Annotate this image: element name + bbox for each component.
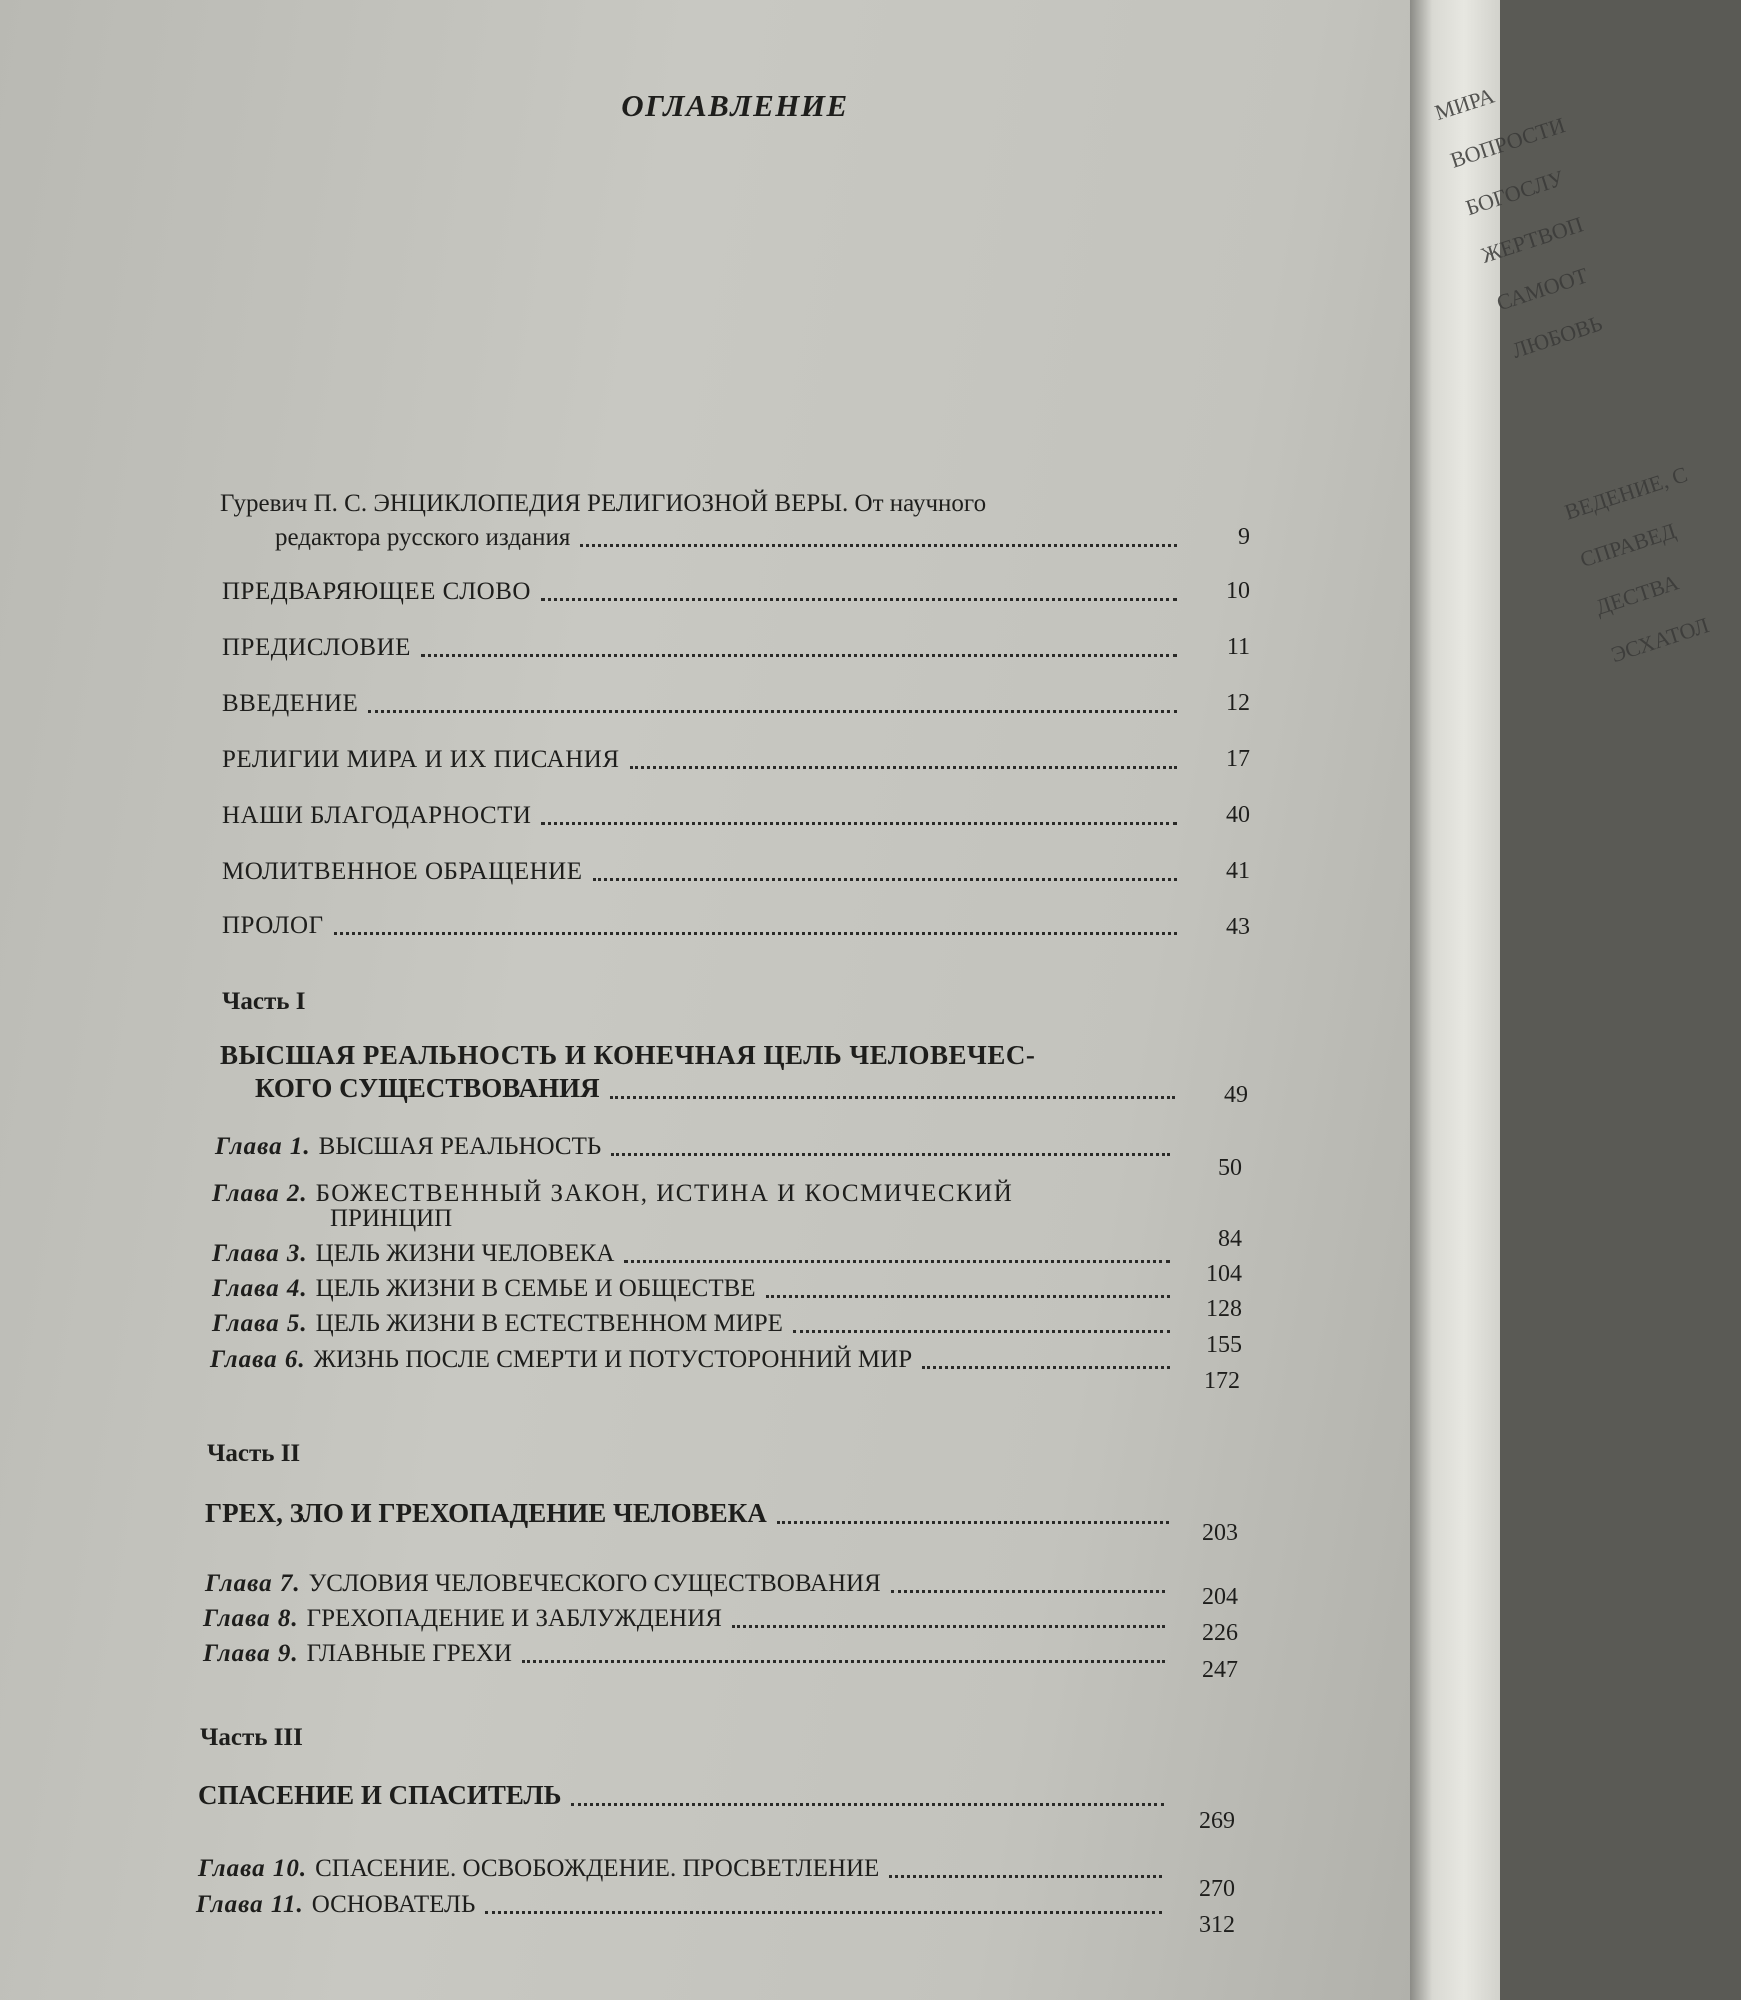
facing-fragment: ВЕДЕНИЕ, С — [1561, 461, 1691, 525]
toc-entry-prologue — [222, 912, 1185, 940]
leader-dots — [571, 1803, 1164, 1806]
chapter-title: ПРИНЦИП — [330, 1205, 453, 1232]
chapter-label: Глава 6. — [210, 1346, 306, 1373]
toc-page-number: 12 — [1226, 690, 1250, 716]
toc-page-number: 49 — [1224, 1082, 1248, 1108]
leader-dots — [421, 654, 1177, 657]
chapter-title: ОСНОВАТЕЛЬ — [311, 1891, 476, 1918]
leader-dots — [889, 1875, 1162, 1878]
leader-dots — [777, 1521, 1169, 1524]
toc-page-number: 269 — [1199, 1808, 1235, 1834]
toc-entry-foreword-line1: Гуревич П. С. ЭНЦИКЛОПЕДИЯ РЕЛИГИОЗНОЙ ВЕРЫ. От научного — [220, 490, 987, 517]
toc-page-number: 43 — [1226, 914, 1250, 940]
page-title: ОГЛАВЛЕНИЕ — [621, 88, 849, 123]
part-label: Часть II — [207, 1440, 301, 1467]
chapter-5 — [212, 1310, 1178, 1338]
leader-dots — [334, 932, 1177, 935]
chapter-label: Глава 8. — [203, 1605, 299, 1632]
chapter-label: Глава 5. — [212, 1310, 308, 1337]
part-title — [255, 1073, 1183, 1104]
chapter-11 — [196, 1891, 1170, 1919]
leader-dots — [891, 1590, 1165, 1593]
toc-page-number: 9 — [1238, 524, 1250, 550]
toc-entry-foreword — [275, 524, 1185, 552]
chapter-6 — [210, 1346, 1178, 1374]
chapter-title: ГРЕХОПАДЕНИЕ И ЗАБЛУЖДЕНИЯ — [306, 1605, 722, 1632]
toc-entry-text: ПРОЛОГ — [222, 912, 324, 939]
leader-dots — [630, 766, 1178, 769]
toc-page-number: 17 — [1226, 746, 1250, 772]
facing-page-text — [1428, 68, 1712, 679]
toc-page-number: 41 — [1226, 858, 1250, 884]
facing-fragment: ЭСХАТОЛ — [1607, 612, 1712, 668]
chapter-title: ГЛАВНЫЕ ГРЕХИ — [306, 1640, 512, 1667]
leader-dots — [593, 878, 1178, 881]
chapter-title: ЦЕЛЬ ЖИЗНИ ЧЕЛОВЕКА — [315, 1240, 615, 1267]
part-label: Часть I — [222, 988, 306, 1015]
toc-entry-text: НАШИ БЛАГОДАРНОСТИ — [222, 802, 532, 829]
toc-entry-introduction — [222, 690, 1185, 718]
chapter-label: Глава 4. — [212, 1275, 308, 1302]
facing-fragment: МИРА — [1431, 82, 1498, 126]
leader-dots — [541, 598, 1177, 601]
chapter-title: ЦЕЛЬ ЖИЗНИ В СЕМЬЕ И ОБЩЕСТВЕ — [315, 1275, 756, 1302]
toc-entry-text: РЕЛИГИИ МИРА И ИХ ПИСАНИЯ — [222, 746, 620, 773]
chapter-title: ЦЕЛЬ ЖИЗНИ В ЕСТЕСТВЕННОМ МИРЕ — [315, 1310, 783, 1337]
chapter-title: СПАСЕНИЕ. ОСВОБОЖДЕНИЕ. ПРОСВЕТЛЕНИЕ — [315, 1855, 880, 1882]
chapter-8 — [203, 1605, 1173, 1633]
toc-page-number: 84 — [1218, 1226, 1242, 1252]
part-title-line1: ГРЕХ, ЗЛО И ГРЕХОПАДЕНИЕ ЧЕЛОВЕКА — [205, 1498, 767, 1528]
toc-page-number: 40 — [1226, 802, 1250, 828]
facing-fragment: ВОПРОСТИ — [1447, 112, 1569, 173]
part-title-line1: СПАСЕНИЕ И СПАСИТЕЛЬ — [198, 1780, 562, 1810]
part-title-line1: ВЫСШАЯ РЕАЛЬНОСТЬ И КОНЕЧНАЯ ЦЕЛЬ ЧЕЛОВЕЧЕС- — [220, 1040, 1036, 1070]
chapter-1 — [215, 1133, 1178, 1161]
toc-page-number: 247 — [1202, 1657, 1238, 1683]
chapter-10 — [198, 1855, 1170, 1883]
toc-entry-religions — [222, 746, 1185, 774]
toc-entry-prayer — [222, 858, 1185, 886]
chapter-label: Глава 11. — [196, 1891, 304, 1918]
toc-page-number: 270 — [1199, 1876, 1235, 1902]
chapter-label: Глава 2. — [212, 1180, 308, 1207]
chapter-title: ЖИЗНЬ ПОСЛЕ СМЕРТИ И ПОТУСТОРОННИЙ МИР — [313, 1346, 913, 1373]
leader-dots — [610, 1096, 1175, 1099]
toc-page-number: 226 — [1202, 1620, 1238, 1646]
toc-page-number: 155 — [1206, 1332, 1242, 1358]
chapter-label: Глава 10. — [198, 1855, 308, 1882]
toc-page-number: 10 — [1226, 578, 1250, 604]
part-label: Часть III — [200, 1724, 303, 1751]
leader-dots — [541, 822, 1177, 825]
toc-entry-text: ВВЕДЕНИЕ — [222, 690, 359, 717]
leader-dots — [624, 1260, 1170, 1263]
facing-fragment: ДЕСТВА — [1592, 569, 1682, 620]
part-title-line2: КОГО СУЩЕСТВОВАНИЯ — [255, 1073, 600, 1103]
facing-fragment: БОГОСЛУ — [1462, 165, 1567, 221]
chapter-label: Глава 3. — [212, 1240, 308, 1267]
chapter-4 — [212, 1275, 1178, 1303]
chapter-title: УСЛОВИЯ ЧЕЛОВЕЧЕСКОГО СУЩЕСТВОВАНИЯ — [308, 1570, 881, 1597]
chapter-9 — [203, 1640, 1173, 1668]
leader-dots — [766, 1295, 1170, 1298]
toc-page-number: 203 — [1202, 1520, 1238, 1546]
toc-entry-text: редактора русского издания — [275, 524, 571, 551]
chapter-label: Глава 7. — [205, 1570, 301, 1597]
leader-dots — [793, 1330, 1170, 1333]
part-title — [198, 1780, 1172, 1811]
toc-entry-preamble — [222, 578, 1185, 606]
leader-dots — [922, 1366, 1170, 1369]
leader-dots — [368, 710, 1177, 713]
chapter-2 — [212, 1180, 1178, 1208]
toc-entry-text: ПРЕДИСЛОВИЕ — [222, 634, 411, 661]
toc-page-number: 11 — [1226, 634, 1250, 660]
chapter-label: Глава 9. — [203, 1640, 299, 1667]
facing-fragment: ЛЮБОВЬ — [1508, 310, 1606, 363]
chapter-3 — [212, 1240, 1178, 1268]
facing-page-edge — [1410, 0, 1712, 2000]
chapter-title: БОЖЕСТВЕННЫЙ ЗАКОН, ИСТИНА И КОСМИЧЕСКИЙ — [315, 1180, 1014, 1207]
leader-dots — [611, 1153, 1170, 1156]
chapter-2-cont — [330, 1205, 1178, 1233]
toc-entry-preface — [222, 634, 1185, 662]
toc-page-number: 128 — [1206, 1296, 1242, 1322]
toc-entry-text: ПРЕДВАРЯЮЩЕЕ СЛОВО — [222, 578, 531, 605]
toc-page-number: 104 — [1206, 1261, 1242, 1287]
leader-dots — [580, 544, 1177, 547]
chapter-7 — [205, 1570, 1173, 1598]
facing-fragment: ЖЕРТВОП — [1478, 211, 1587, 268]
leader-dots — [485, 1911, 1162, 1914]
part-title — [205, 1498, 1177, 1529]
leader-dots — [732, 1625, 1165, 1628]
facing-fragment: СПРАВЕД — [1576, 517, 1679, 573]
chapter-title: ВЫСШАЯ РЕАЛЬНОСТЬ — [318, 1133, 602, 1160]
toc-page-number: 204 — [1202, 1584, 1238, 1610]
toc-page-number: 172 — [1204, 1368, 1240, 1394]
chapter-label: Глава 1. — [215, 1133, 311, 1160]
toc-entry-acknowledgements — [222, 802, 1185, 830]
toc-entry-text: МОЛИТВЕННОЕ ОБРАЩЕНИЕ — [222, 858, 583, 885]
facing-fragment: САМООТ — [1493, 262, 1591, 316]
toc-page-number: 312 — [1199, 1912, 1235, 1938]
toc-page-number: 50 — [1218, 1155, 1242, 1181]
leader-dots — [522, 1660, 1165, 1663]
